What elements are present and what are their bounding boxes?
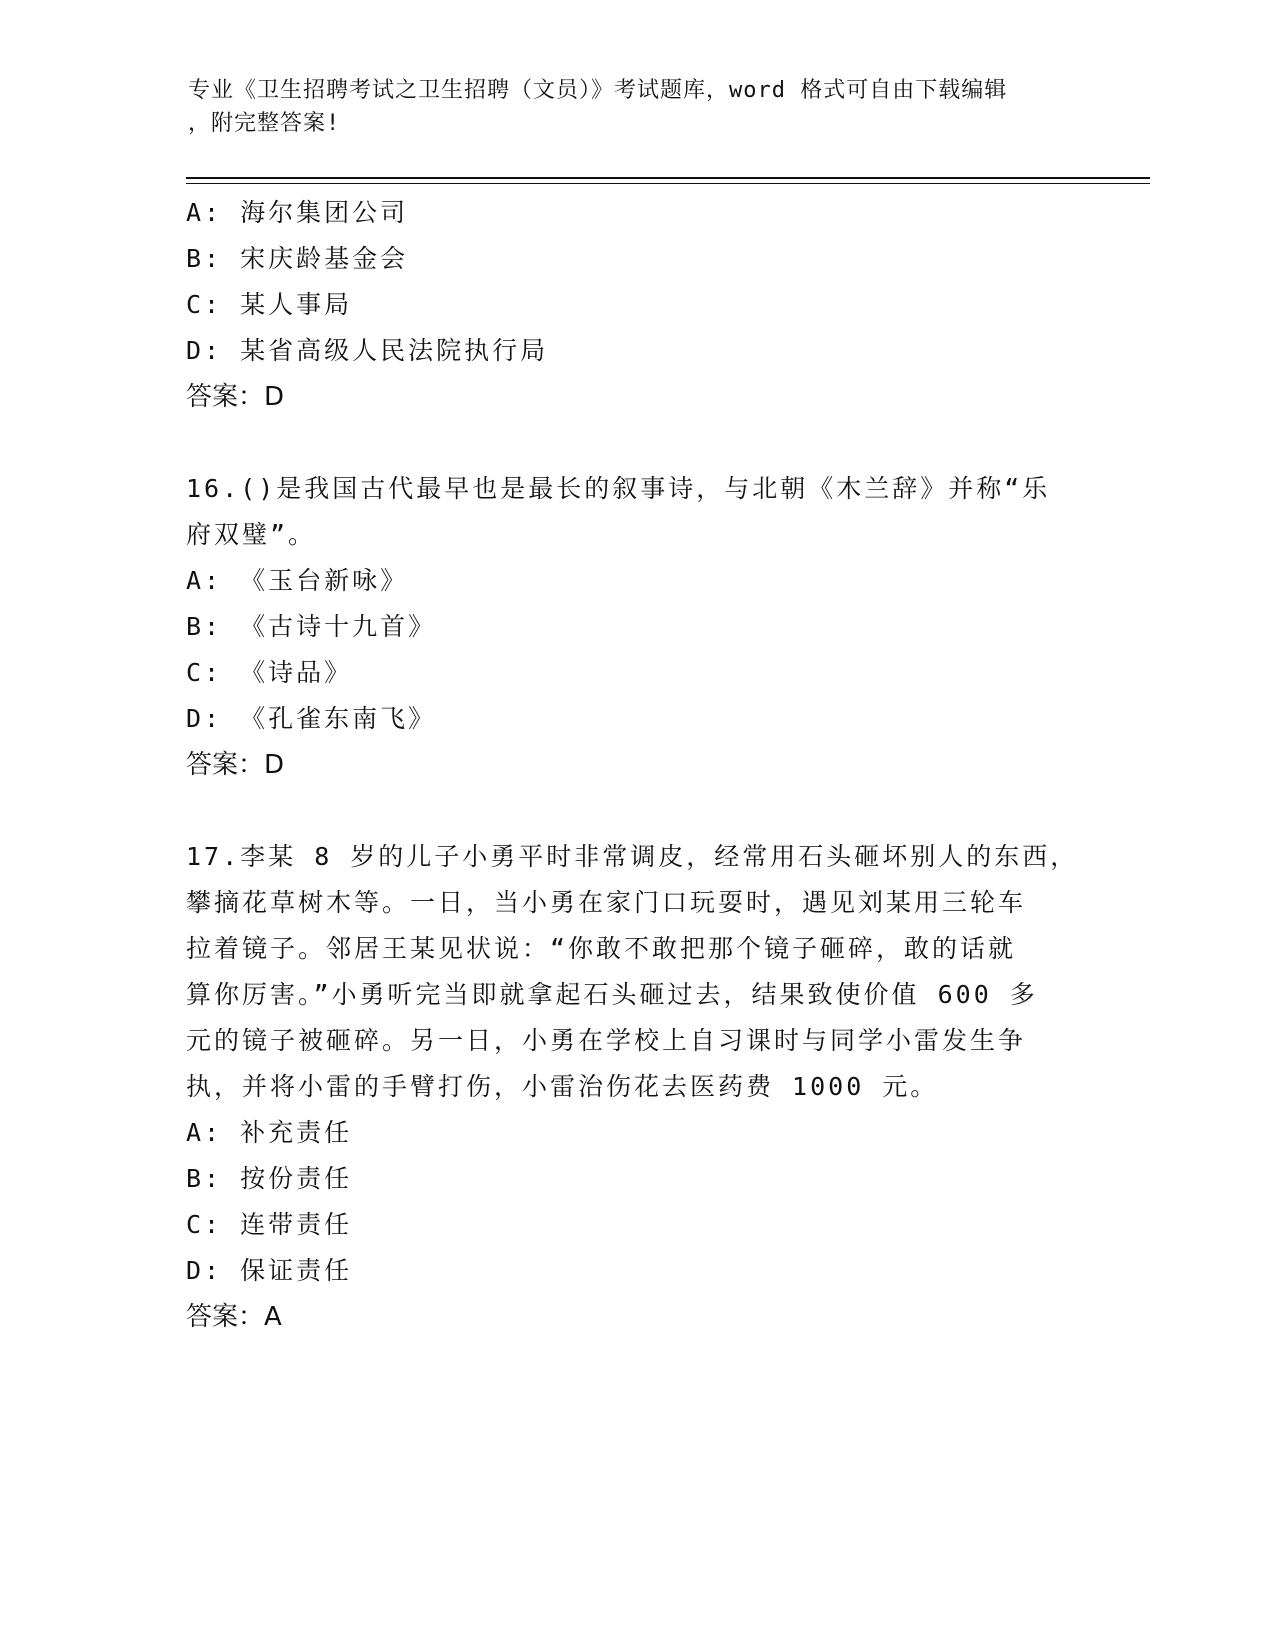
header-rule-thick bbox=[186, 177, 1150, 179]
option-d: D: 某省高级人民法院执行局 bbox=[186, 336, 549, 365]
option-b: B: 宋庆龄基金会 bbox=[186, 244, 409, 273]
spacer bbox=[186, 420, 1086, 466]
question-content bbox=[186, 190, 1086, 1340]
option-d: D: 保证责任 bbox=[186, 1256, 353, 1285]
stem-line: 拉着镜子。邻居王某见状说：“你敢不敢把那个镜子砸碎，敢的话就 bbox=[186, 934, 1017, 963]
document-header bbox=[188, 74, 1088, 140]
option-a: A: 《玉台新咏》 bbox=[186, 566, 409, 595]
answer-line: 答案：D bbox=[186, 382, 285, 412]
option-a: A: 补充责任 bbox=[186, 1118, 353, 1147]
option-c: C: 某人事局 bbox=[186, 290, 353, 319]
option-c: C: 《诗品》 bbox=[186, 658, 353, 687]
stem-line: 算你厉害。”小勇听完当即就拿起石头砸过去，结果致使价值 600 多 bbox=[186, 980, 1038, 1009]
answer-line: 答案：A bbox=[186, 1302, 282, 1332]
answer-line: 答案：D bbox=[186, 750, 285, 780]
question-stem bbox=[186, 834, 1086, 1110]
stem-line: 执，并将小雷的手臂打伤，小雷治伤花去医药费 1000 元。 bbox=[186, 1072, 939, 1101]
header-rule-thin bbox=[186, 183, 1150, 184]
option-b: B: 按份责任 bbox=[186, 1164, 353, 1193]
option-c: C: 连带责任 bbox=[186, 1210, 353, 1239]
option-d: D: 《孔雀东南飞》 bbox=[186, 704, 437, 733]
spacer bbox=[186, 788, 1086, 834]
question-stem bbox=[186, 466, 1086, 558]
header-line-2: ，附完整答案! bbox=[188, 111, 341, 136]
stem-line: 元的镜子被砸碎。另一日，小勇在学校上自习课时与同学小雷发生争 bbox=[186, 1026, 1027, 1055]
stem-line: 16.()是我国古代最早也是最长的叙事诗，与北朝《木兰辞》并称“乐 bbox=[186, 474, 1051, 503]
option-a: A: 海尔集团公司 bbox=[186, 198, 409, 227]
stem-line: 府双璧”。 bbox=[186, 520, 317, 549]
option-b: B: 《古诗十九首》 bbox=[186, 612, 437, 641]
stem-line: 攀摘花草树木等。一日，当小勇在家门口玩耍时，遇见刘某用三轮车 bbox=[186, 888, 1027, 917]
stem-line: 17.李某 8 岁的儿子小勇平时非常调皮，经常用石头砸坏别人的东西， bbox=[186, 842, 1079, 871]
header-line-1: 专业《卫生招聘考试之卫生招聘（文员）》考试题库，word 格式可自由下载编辑 bbox=[188, 78, 1008, 103]
question-16 bbox=[186, 466, 1086, 788]
question-15 bbox=[186, 190, 1086, 420]
question-17 bbox=[186, 834, 1086, 1340]
